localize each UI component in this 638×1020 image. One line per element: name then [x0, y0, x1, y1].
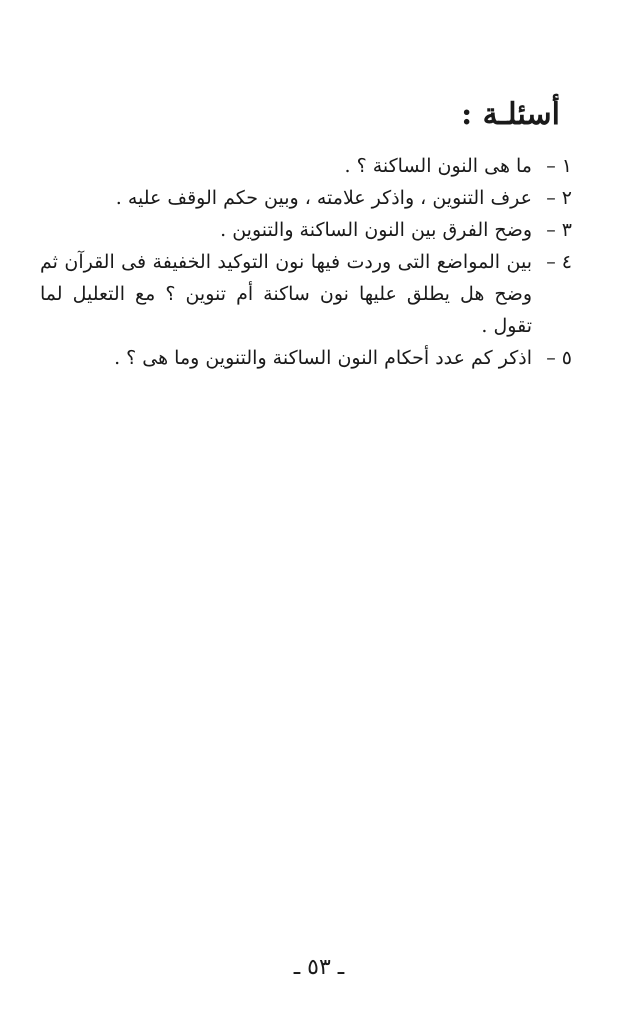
- question-number: ٤ –: [546, 251, 572, 273]
- question-item: [40, 182, 572, 214]
- question-item: [40, 150, 572, 182]
- question-item: [40, 246, 572, 342]
- question-item: [40, 342, 572, 374]
- question-number: ٥ –: [546, 347, 572, 369]
- question-text: ما هى النون الساكنة ؟ .: [344, 155, 532, 177]
- question-text: وضح الفرق بين النون الساكنة والتنوين .: [220, 219, 532, 241]
- question-item: [40, 214, 572, 246]
- question-text: اذكر كم عدد أحكام النون الساكنة والتنوين وما هى ؟ .: [114, 347, 532, 369]
- questions-list: [40, 150, 572, 374]
- question-text: بين المواضع التى وردت فيها نون التوكيد الخفيفة فى القرآن ثم وضح هل يطلق عليها نون ساكنة أم تنوين ؟ مع التعليل لما تقول .: [40, 251, 532, 337]
- question-number: ٢ –: [546, 187, 572, 209]
- question-text: عرف التنوين ، واذكر علامته ، وبين حكم الوقف عليه .: [115, 187, 532, 209]
- question-number: ٣ –: [546, 219, 572, 241]
- section-heading: أسئلـة :: [461, 97, 560, 132]
- question-number: ١ –: [546, 155, 572, 177]
- page-number: ـ ٥٣ ـ: [293, 955, 345, 980]
